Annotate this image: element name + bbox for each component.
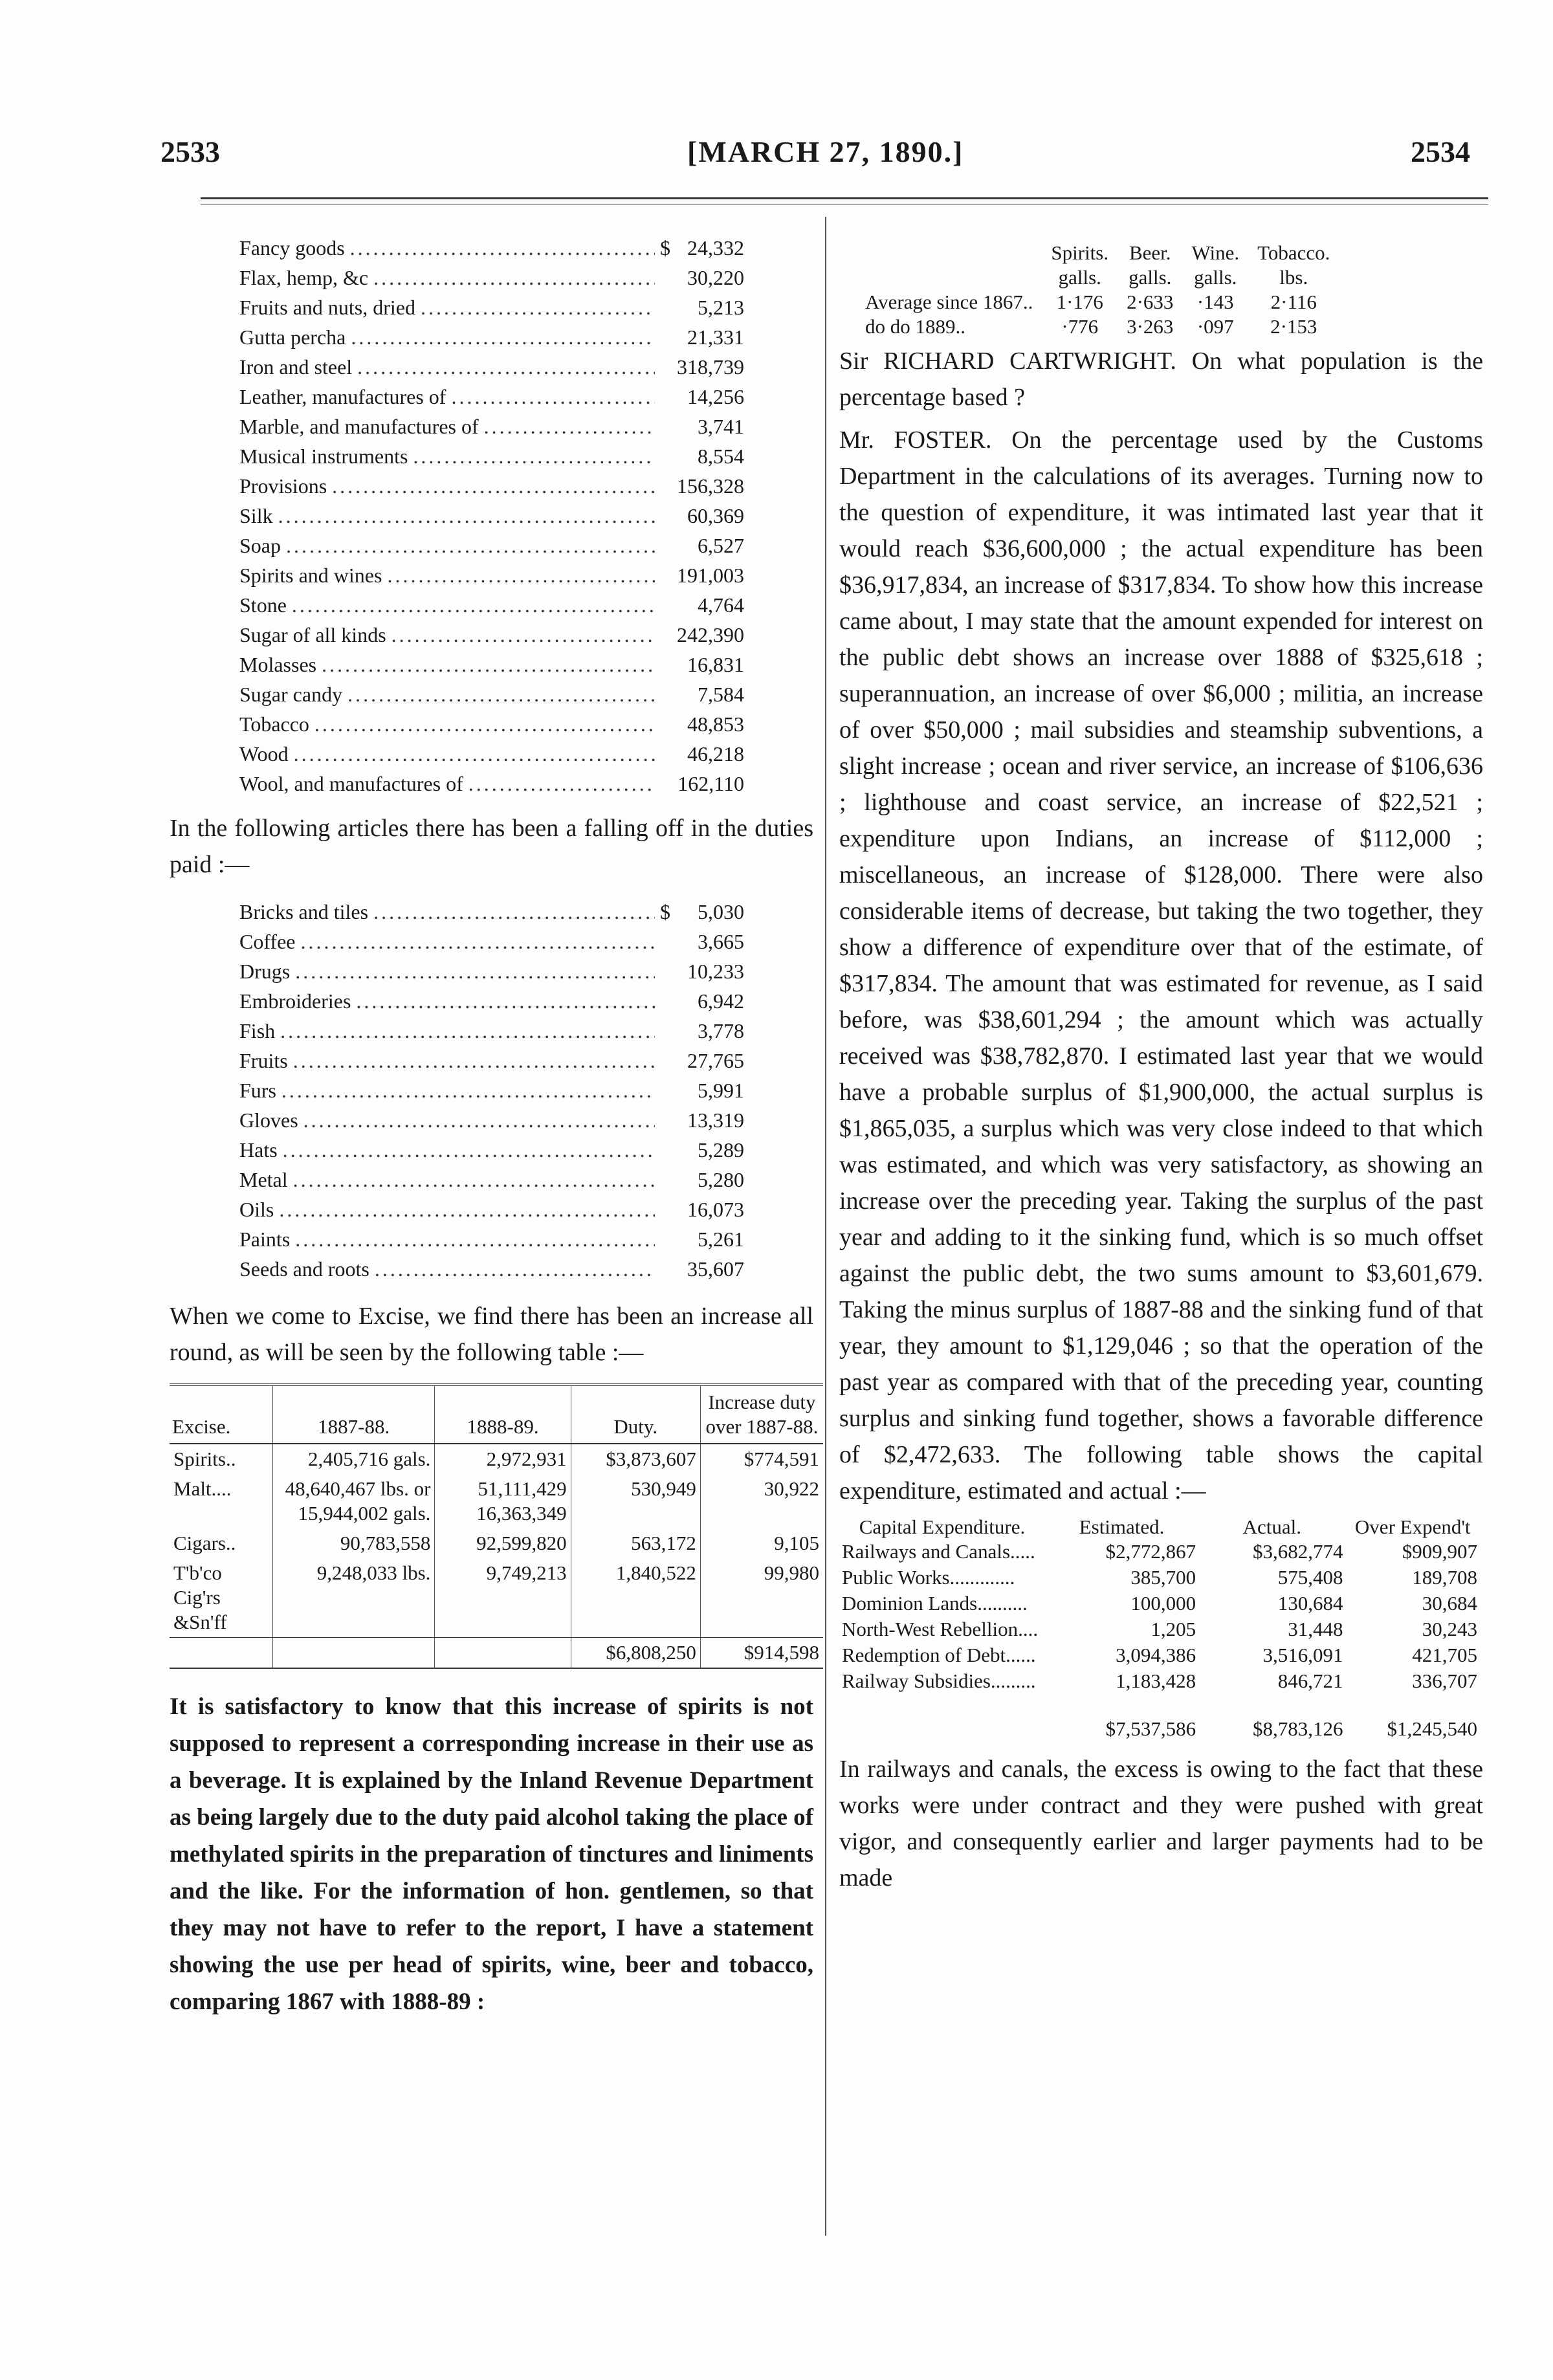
item-label: Hats [239, 1138, 278, 1162]
item-label: Paints [239, 1228, 291, 1251]
item-value: 242,390 [677, 623, 744, 646]
consumption-cell: 3·263 [1127, 315, 1174, 338]
excise-cell: $774,591 [743, 1448, 819, 1470]
capex-cell: 421,705 [1412, 1644, 1477, 1666]
leader-dots [283, 1135, 655, 1165]
paragraph-cartwright: Sir RICHARD CARTWRIGHT. On what population is the percentage based ? [839, 347, 1483, 411]
page-date: [MARCH 27, 1890.] [687, 135, 964, 168]
paragraph-satisfactory: It is satisfactory to know that this increase of spirits is not supposed to represent a corresponding increase in their use as a beverage. It is explained by the Inland Revenue Department as being largely due to the duty paid alcohol taking the place of methylated spirits in the preparation of tinctures and liniments and the like. For the information of hon. gentlemen, so that they may not have to refer to the report, I have a statement showing the use per head of spirits, wine, beer and tobacco, comparing 1867 with 1888-89 : [170, 1693, 813, 2015]
leader-dots [279, 1195, 655, 1224]
leader-dots [314, 709, 655, 739]
item-label: Wood [239, 742, 289, 766]
excise-cell: Spirits.. [170, 1444, 272, 1474]
paragraph-foster: Mr. FOSTER. On the percentage used by the Customs Department in the calculations of its averages. Turning now to the question of expenditure, it was intimated last year that it would reach $36,600,000 ; the actual expenditure has been $36,917,834, an increase of $317,834. To show how this increase came about, I may state that the amount expended for interest on the public debt shows an increase over 1888 of $325,618 ; superannuation, an increase of over $6,000 ; militia, an increase of over $50,000 ; mail subsidies and steamship subventions, a slight increase ; ocean and river service, an increase of $106,636 ; lighthouse and coast service, an increase of $22,521 ; expenditure upon Indians, an increase of $112,000 ; miscellaneous, an increase of $128,000. There were also considerable items of decrease, but taking the two together, they show a difference of expenditure over that of the estimate, of $317,834. The amount that was estimated for revenue, as I said before, was $38,601,294 ; the amount which was actually received was $38,782,870. I estimated last year that we would have a probable surplus of $1,900,000, the actual surplus is $1,865,035, a surplus which was very close indeed to that which was estimated, and which was very satisfactory, as showing an increase over the preceding year. Taking the surplus of the past year and adding to it the sinking fund, which is so much offset against the public debt, the two sums amount to $3,601,679. Taking the minus surplus of 1887-88 and the sinking fund of that year, they amount to $1,129,046 ; so that the operation of the past year as compared with that of the preceding year, counting surplus and sinking fund together, shows a favorable difference of $2,472,633. The following table shows the capital expenditure, estimated and actual :— [839, 426, 1483, 1504]
capex-cell: Dominion Lands.......... [842, 1592, 1028, 1614]
excise-cell: 9,105 [774, 1532, 819, 1554]
item-value: 6,527 [698, 534, 744, 557]
item-value: 5,261 [698, 1228, 744, 1251]
paragraph-railways: In railways and canals, the excess is owing to the fact that these works were under contract and they were pushed with great vigor, and consequently earlier and larger payments had to be made [839, 1756, 1483, 1891]
consumption-cell: do do 1889.. [865, 315, 965, 338]
list-item [239, 560, 744, 590]
leader-dots [294, 739, 655, 769]
item-label: Tobacco [239, 712, 309, 736]
list-item [239, 263, 744, 292]
capex-cell: 30,684 [1422, 1592, 1477, 1614]
paragraph-excise: When we come to Excise, we find there has been an increase all round, as will be seen by the following table :— [170, 1303, 813, 1366]
capex-cell: Railways and Canals..... [842, 1540, 1035, 1563]
item-label: Sugar candy [239, 683, 343, 706]
consumption-cell: 2·116 [1270, 291, 1317, 313]
capex-cell: Redemption of Debt...... [842, 1644, 1036, 1666]
capex-row [839, 1616, 1480, 1642]
item-label: Molasses [239, 653, 317, 676]
item-label: Drugs [239, 960, 291, 983]
leader-dots [373, 263, 655, 292]
excise-cell: 563,172 [571, 1528, 700, 1558]
consumption-cell: Wine. [1191, 241, 1240, 264]
capex-cell: 846,721 [1277, 1669, 1343, 1692]
list-item [239, 352, 744, 382]
page-number-right: 2534 [1411, 135, 1470, 168]
leader-dots [293, 1046, 655, 1075]
list-item [239, 531, 744, 560]
excise-cell: $3,873,607 [571, 1444, 700, 1474]
item-value: 21,331 [687, 325, 744, 349]
consumption-cell: Beer. [1129, 241, 1171, 264]
consumption-cell [865, 241, 1042, 265]
capex-cell: Railway Subsidies......... [842, 1669, 1036, 1692]
leader-dots [286, 531, 655, 560]
excise-cell: 51,111,429 16,363,349 [435, 1474, 571, 1528]
capex-cell: 1,205 [1151, 1618, 1196, 1640]
list-item [239, 620, 744, 650]
excise-cell: 90,783,558 [272, 1528, 434, 1558]
consumption-cell: 2·153 [1270, 315, 1317, 338]
item-label: Silk [239, 504, 273, 527]
left-column [170, 233, 819, 2020]
column-divider [825, 217, 826, 2236]
consumption-cell: galls. [1129, 266, 1172, 289]
consumption-row [865, 290, 1339, 314]
excise-cell: 9,749,213 [435, 1558, 571, 1638]
list-item [239, 1075, 744, 1105]
list-item [239, 650, 744, 679]
item-value: 5,280 [698, 1168, 744, 1191]
excise-cell: 48,640,467 lbs. or 15,944,002 gals. [272, 1474, 434, 1528]
capex-cell: 3,516,091 [1262, 1644, 1343, 1666]
item-value: 5,030 [698, 900, 744, 923]
item-label: Iron and steel [239, 355, 353, 379]
consumption-cell: 1·176 [1056, 291, 1103, 313]
excise-table [170, 1383, 823, 1669]
capex-row [839, 1591, 1480, 1616]
excise-row [170, 1558, 823, 1638]
excise-cell: 92,599,820 [435, 1528, 571, 1558]
leader-dots [413, 441, 655, 471]
leader-dots [357, 352, 655, 382]
item-label: Fancy goods [239, 236, 345, 259]
leader-dots [280, 1016, 655, 1046]
capex-total-cell: $7,537,586 [1105, 1717, 1196, 1740]
leader-dots [391, 620, 655, 650]
item-label: Soap [239, 534, 281, 557]
list-item [239, 1254, 744, 1284]
leader-dots [293, 1165, 655, 1195]
page-header [0, 135, 1553, 180]
list-item [239, 590, 744, 620]
item-label: Metal [239, 1168, 288, 1191]
page-number-left: 2533 [160, 135, 220, 168]
capex-header-cell: Over Expend't [1354, 1515, 1471, 1538]
capex-cell: 575,408 [1277, 1566, 1343, 1589]
excise-total-row [170, 1638, 823, 1669]
capex-header-cell: Estimated. [1079, 1515, 1165, 1538]
leader-dots [322, 650, 655, 679]
leader-dots [387, 560, 655, 590]
excise-cell: Cigars.. [170, 1528, 272, 1558]
list-item [239, 679, 744, 709]
leader-dots [484, 412, 655, 441]
capex-cell: 30,243 [1422, 1618, 1477, 1640]
excise-cell: Malt.... [170, 1474, 272, 1528]
per-head-consumption-table [865, 241, 1339, 339]
excise-cell-empty [272, 1638, 434, 1669]
consumption-cell: 2·633 [1127, 291, 1174, 313]
capex-cell: 1,183,428 [1116, 1669, 1196, 1692]
item-label: Flax, hemp, &c [239, 266, 369, 289]
list-item [239, 1195, 744, 1224]
capex-cell: 100,000 [1130, 1592, 1196, 1614]
consumption-cell: Spirits. [1051, 241, 1109, 264]
capex-cell: $2,772,867 [1105, 1540, 1196, 1563]
capex-cell: 31,448 [1288, 1618, 1343, 1640]
list-item [239, 471, 744, 501]
leader-dots [292, 590, 655, 620]
list-item [239, 1224, 744, 1254]
leader-dots [281, 1075, 655, 1105]
consumption-row [865, 314, 1339, 339]
leader-dots [356, 986, 655, 1016]
consumption-cell: Average since 1867.. [865, 291, 1033, 313]
leader-dots [375, 1254, 655, 1284]
consumption-cell: galls. [1194, 266, 1237, 289]
item-value: 10,233 [687, 960, 744, 983]
item-label: Gutta percha [239, 325, 346, 349]
excise-cell: 2,405,716 gals. [272, 1444, 434, 1474]
leader-dots [351, 322, 655, 352]
capex-cell: Public Works............. [842, 1566, 1015, 1589]
item-value: 35,607 [687, 1257, 744, 1281]
item-label: Fish [239, 1019, 276, 1042]
leader-dots [303, 1105, 655, 1135]
leader-dots [332, 471, 655, 501]
capex-header-cell: Capital Expenditure. [859, 1515, 1026, 1538]
list-item [239, 292, 744, 322]
capex-header-row [839, 1515, 1480, 1539]
list-item [239, 1135, 744, 1165]
list-item [239, 709, 744, 739]
list-item [239, 956, 744, 986]
item-value: 48,853 [687, 712, 744, 736]
item-value: 30,220 [687, 266, 744, 289]
right-column [839, 241, 1483, 1896]
consumption-cell: galls. [1058, 266, 1101, 289]
consumption-header-row [865, 241, 1339, 265]
excise-cell: 99,980 [764, 1561, 819, 1584]
consumption-cell: ·097 [1196, 315, 1234, 338]
item-value: 6,942 [698, 989, 744, 1013]
capex-row [839, 1668, 1480, 1694]
item-label: Seeds and roots [239, 1257, 369, 1281]
capex-row [839, 1565, 1480, 1591]
capex-row [839, 1539, 1480, 1565]
excise-row [170, 1444, 823, 1474]
list-item [239, 1105, 744, 1135]
list-item [239, 1165, 744, 1195]
item-label: Stone [239, 593, 287, 617]
capex-cell: 189,708 [1412, 1566, 1477, 1589]
consumption-cell: ·143 [1196, 291, 1234, 313]
item-label: Oils [239, 1198, 274, 1221]
paragraph-falling: In the following articles there has been a falling off in the duties paid :— [170, 815, 813, 878]
item-value: 27,765 [687, 1049, 744, 1072]
list-item [239, 441, 744, 471]
list-item [239, 1016, 744, 1046]
capex-total-cell: $1,245,540 [1387, 1717, 1477, 1740]
item-label: Leather, manufactures of [239, 385, 446, 408]
item-label: Wool, and manufactures of [239, 772, 463, 795]
excise-row [170, 1528, 823, 1558]
item-value: 16,073 [687, 1198, 744, 1221]
item-value: 3,741 [698, 415, 744, 438]
item-value: 318,739 [677, 355, 744, 379]
consumption-units-row [865, 265, 1339, 290]
excise-cell: 2,972,931 [435, 1444, 571, 1474]
consumption-cell: lbs. [1279, 266, 1308, 289]
item-value: 5,289 [698, 1138, 744, 1162]
item-label: Embroideries [239, 989, 351, 1013]
excise-header-cell: 1888-89. [435, 1385, 571, 1444]
item-label: Sugar of all kinds [239, 623, 386, 646]
item-label: Musical instruments [239, 445, 408, 468]
excise-header-row [170, 1385, 823, 1444]
excise-cell-empty [170, 1638, 272, 1669]
capex-cell: North-West Rebellion.... [842, 1618, 1039, 1640]
item-label: Marble, and manufactures of [239, 415, 479, 438]
capex-cell: 385,700 [1130, 1566, 1196, 1589]
excise-cell: T'b'co Cig'rs &Sn'ff [170, 1558, 272, 1638]
item-value: 24,332 [687, 236, 744, 259]
item-value: 13,319 [687, 1108, 744, 1132]
list-item [239, 897, 744, 927]
list-item [239, 412, 744, 441]
item-label: Bricks and tiles [239, 900, 369, 923]
item-label: Fruits and nuts, dried [239, 296, 415, 319]
leader-dots [451, 382, 655, 412]
duty-falling-list [239, 897, 744, 1284]
list-item [239, 1046, 744, 1075]
excise-cell: 1,840,522 [571, 1558, 700, 1638]
item-value: 3,665 [698, 930, 744, 953]
item-label: Gloves [239, 1108, 298, 1132]
item-value: 7,584 [698, 683, 744, 706]
item-label: Spirits and wines [239, 564, 382, 587]
leader-dots [295, 956, 655, 986]
item-value: 5,213 [698, 296, 744, 319]
leader-dots [300, 927, 655, 956]
item-label: Coffee [239, 930, 296, 953]
excise-cell: 30,922 [764, 1477, 819, 1500]
capex-cell: $3,682,774 [1252, 1540, 1343, 1563]
consumption-cell: Tobacco. [1257, 241, 1330, 264]
header-rule-thin [201, 204, 1488, 205]
item-value: 5,991 [698, 1079, 744, 1102]
list-item [239, 739, 744, 769]
item-value: 8,554 [698, 445, 744, 468]
consumption-cell [865, 265, 1042, 290]
list-item [239, 986, 744, 1016]
leader-dots [347, 679, 655, 709]
item-value: 16,831 [687, 653, 744, 676]
leader-dots [373, 897, 655, 927]
excise-total-increase: $914,598 [700, 1638, 823, 1669]
capex-total-cell: $8,783,126 [1252, 1717, 1343, 1740]
leader-dots [295, 1224, 655, 1254]
excise-total-duty: $6,808,250 [571, 1638, 700, 1669]
item-value: 3,778 [698, 1019, 744, 1042]
excise-cell: 9,248,033 lbs. [272, 1558, 434, 1638]
excise-header-cell: 1887-88. [272, 1385, 434, 1444]
excise-header-cell: Increase duty over 1887-88. [700, 1385, 823, 1444]
capex-cell: 336,707 [1412, 1669, 1477, 1692]
excise-header-cell: Excise. [170, 1385, 272, 1444]
excise-header-cell: Duty. [571, 1385, 700, 1444]
duty-increase-list [239, 233, 744, 799]
excise-row [170, 1474, 823, 1528]
capital-expenditure-table [839, 1515, 1480, 1742]
list-item [239, 382, 744, 412]
list-item [239, 769, 744, 799]
item-value: 162,110 [677, 772, 744, 795]
item-value: 60,369 [687, 504, 744, 527]
item-value: 14,256 [687, 385, 744, 408]
consumption-cell: ·776 [1061, 315, 1099, 338]
currency-sign: $ [660, 236, 670, 259]
header-rule [201, 197, 1488, 199]
leader-dots [421, 292, 655, 322]
list-item [239, 322, 744, 352]
currency-sign: $ [660, 900, 670, 923]
capex-cell: 130,684 [1277, 1592, 1343, 1614]
list-item [239, 233, 744, 263]
leader-dots [468, 769, 655, 799]
capex-header-cell: Actual. [1242, 1515, 1302, 1538]
capex-cell: $909,907 [1402, 1540, 1477, 1563]
item-value: 191,003 [677, 564, 744, 587]
capex-total-cell [839, 1694, 1045, 1742]
item-value: 46,218 [687, 742, 744, 766]
excise-cell-empty [435, 1638, 571, 1669]
item-label: Provisions [239, 474, 327, 498]
list-item [239, 927, 744, 956]
item-label: Furs [239, 1079, 276, 1102]
excise-cell: 530,949 [571, 1474, 700, 1528]
item-value: 156,328 [677, 474, 744, 498]
capex-row [839, 1642, 1480, 1668]
item-value: 4,764 [698, 593, 744, 617]
list-item [239, 501, 744, 531]
leader-dots [278, 501, 655, 531]
capex-cell: 3,094,386 [1116, 1644, 1196, 1666]
capex-total-row [839, 1694, 1480, 1742]
item-label: Fruits [239, 1049, 288, 1072]
leader-dots [350, 233, 655, 263]
